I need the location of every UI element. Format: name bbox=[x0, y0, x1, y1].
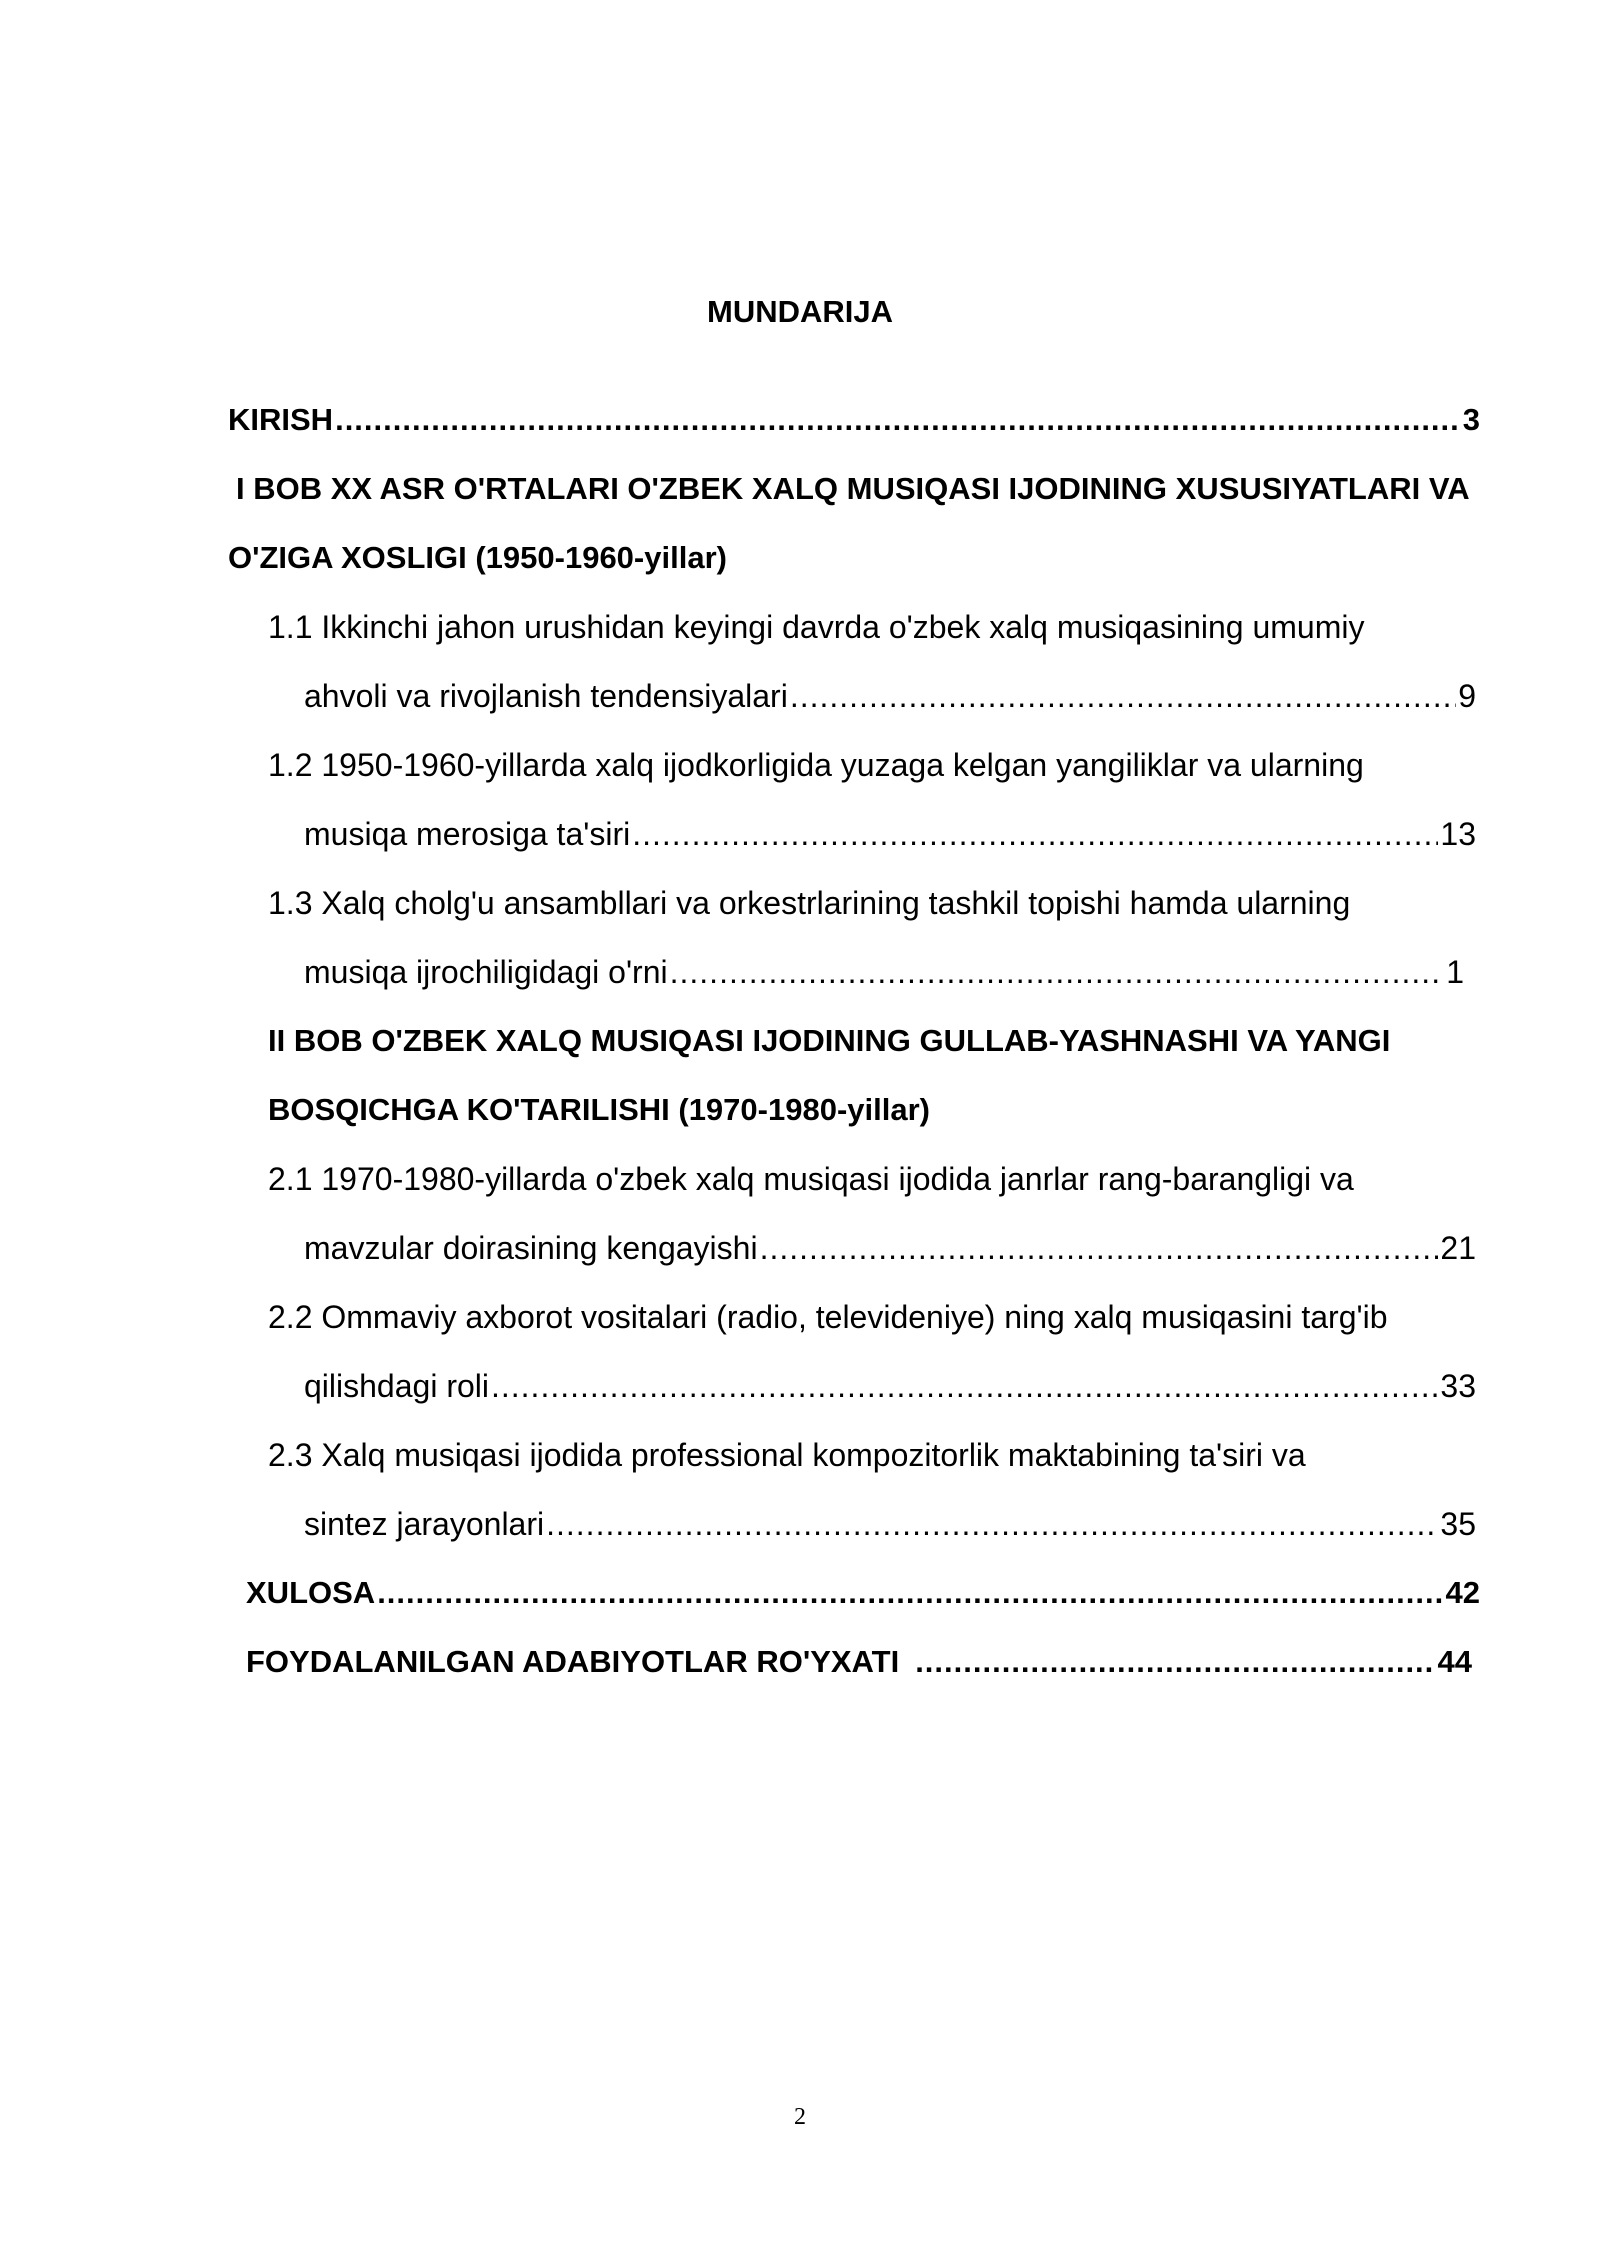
toc-label: musiqa ijrochiligidagi o'rni bbox=[304, 954, 668, 990]
toc-section-2-2-line-2 bbox=[304, 1364, 1476, 1408]
toc-chapter-1-line-2 bbox=[228, 536, 727, 580]
dot-leader bbox=[377, 1571, 1443, 1615]
dot-leader bbox=[546, 1502, 1438, 1546]
toc-page-number: 1 bbox=[1446, 954, 1464, 990]
toc-label: 2.2 Ommaviy axborot vositalari (radio, televideniye) ning xalq musiqasini targ'ib bbox=[268, 1299, 1388, 1335]
toc-section-1-3-line-1 bbox=[268, 881, 1350, 925]
toc-label: 1.1 Ikkinchi jahon urushidan keyingi davrda o'zbek xalq musiqasining umumiy bbox=[268, 609, 1365, 645]
toc-page-number: 9 bbox=[1458, 678, 1476, 714]
toc-section-2-2-line-1 bbox=[268, 1295, 1388, 1339]
toc-section-1-2-line-1 bbox=[268, 743, 1364, 787]
toc-label: II BOB O'ZBEK XALQ MUSIQASI IJODINING GULLAB-YASHNASHI VA YANGI bbox=[268, 1023, 1391, 1058]
toc-chapter-1-line-1 bbox=[236, 467, 1470, 511]
dot-leader bbox=[670, 950, 1445, 994]
dot-leader bbox=[632, 812, 1438, 856]
toc-label: FOYDALANILGAN ADABIYOTLAR RO'YXATI bbox=[246, 1644, 900, 1679]
toc-section-2-3-line-2 bbox=[304, 1502, 1476, 1546]
dot-leader bbox=[915, 1640, 1435, 1684]
toc-label: 2.3 Xalq musiqasi ijodida professional kompozitorlik maktabining ta'siri va bbox=[268, 1437, 1306, 1473]
toc-section-1-1-line-2 bbox=[304, 674, 1476, 718]
toc-label: KIRISH bbox=[228, 402, 334, 437]
toc-entry-bibliography bbox=[246, 1640, 1472, 1684]
toc-label: musiqa merosiga ta'siri bbox=[304, 816, 631, 852]
toc-label: I BOB XX ASR O'RTALARI O'ZBEK XALQ MUSIQASI IJODINING XUSUSIYATLARI VA bbox=[236, 471, 1470, 506]
dot-leader bbox=[335, 398, 1461, 442]
toc-label: BOSQICHGA KO'TARILISHI (1970-1980-yillar) bbox=[268, 1092, 930, 1127]
toc-section-2-1-line-1 bbox=[268, 1157, 1354, 1201]
toc-page-number: 44 bbox=[1437, 1644, 1472, 1679]
toc-label: XULOSA bbox=[246, 1575, 376, 1610]
toc-label: 2.1 1970-1980-yillarda o'zbek xalq musiqasi ijodida janrlar rang-barangligi va bbox=[268, 1161, 1354, 1197]
toc-page-number: 33 bbox=[1440, 1368, 1476, 1404]
dot-leader bbox=[760, 1226, 1439, 1270]
toc-label: sintez jarayonlari bbox=[304, 1506, 545, 1542]
toc-chapter-2-line-1 bbox=[268, 1019, 1390, 1063]
page-title: MUNDARIJA bbox=[707, 294, 893, 329]
page-number: 2 bbox=[794, 2104, 806, 2130]
toc-label: 1.2 1950-1960-yillarda xalq ijodkorligida yuzaga kelgan yangiliklar va ularning bbox=[268, 747, 1364, 783]
toc-section-2-3-line-1 bbox=[268, 1433, 1306, 1477]
toc-label: mavzular doirasining kengayishi bbox=[304, 1230, 758, 1266]
toc-page-number: 3 bbox=[1462, 402, 1480, 437]
toc-section-1-3-line-2 bbox=[304, 950, 1464, 994]
toc-label: ahvoli va rivojlanish tendensiyalari bbox=[304, 678, 788, 714]
toc-section-2-1-line-2 bbox=[304, 1226, 1476, 1270]
toc-section-1-1-line-1 bbox=[268, 605, 1364, 649]
toc-label: O'ZIGA XOSLIGI (1950-1960-yillar) bbox=[228, 540, 727, 575]
toc-entry-xulosa bbox=[246, 1571, 1480, 1615]
toc-page-number: 35 bbox=[1440, 1506, 1476, 1542]
toc-section-1-2-line-2 bbox=[304, 812, 1476, 856]
toc-label: qilishdagi roli bbox=[304, 1368, 489, 1404]
dot-leader bbox=[790, 674, 1456, 718]
toc-chapter-2-line-2 bbox=[268, 1088, 930, 1132]
toc-label: 1.3 Xalq cholg'u ansambllari va orkestrlarining tashkil topishi hamda ularning bbox=[268, 885, 1351, 921]
toc-page-number: 21 bbox=[1440, 1230, 1476, 1266]
dot-leader bbox=[491, 1364, 1438, 1408]
toc-page-number: 42 bbox=[1445, 1575, 1480, 1610]
toc-entry-kirish bbox=[228, 398, 1480, 442]
toc-page-number: 13 bbox=[1440, 816, 1476, 852]
